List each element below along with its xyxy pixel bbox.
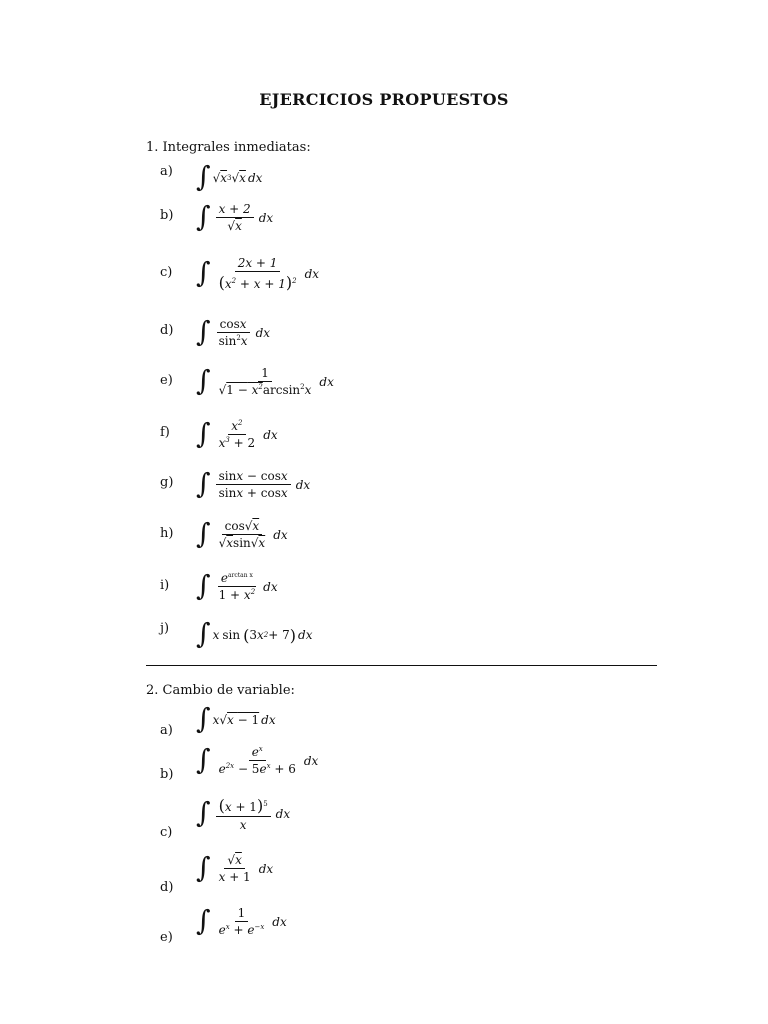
integral-expression: ∫ $\frac{2x + 1}{(x^2 + x + 1)^2}$ dx (196, 256, 320, 292)
exercise-label: a) (160, 723, 173, 738)
exercise-label: a) (160, 164, 173, 179)
integral-expression: ∫ $\frac{(x + 1)^5}{x}$ dx (196, 796, 291, 832)
exercise-label: g) (160, 475, 174, 490)
integral-expression: ∫ $\frac{1}{e^x + e^{-x}}$ dx (196, 903, 287, 937)
exercise-label: i) (160, 578, 170, 593)
exercise-label: f) (160, 425, 170, 440)
integral-expression: ∫ $\frac{\cos x}{\sin^2x}$ dx (196, 314, 271, 348)
exercise-label: j) (160, 621, 170, 636)
exercise-label: b) (160, 208, 174, 223)
exercise-label: d) (160, 880, 174, 895)
integral-expression: ∫ $\frac{e^x}{e^{2x} - 5e^x + 6}$ dx (196, 742, 319, 776)
integral-expression: ∫ x √ x − 1 dx (196, 702, 276, 735)
exercise-label: c) (160, 265, 173, 280)
integral-expression: ∫ $\frac{\cos√x}{√xsin√x}$ dx (196, 516, 288, 550)
exercise-label: e) (160, 930, 173, 945)
integral-expression: ∫ $\frac{√x}{x + 1}$ dx (196, 850, 274, 884)
section-divider (146, 665, 657, 666)
exercise-label: h) (160, 526, 174, 541)
exercise-label: b) (160, 767, 174, 782)
integral-expression: ∫ √ x 3 √ x dx (196, 160, 263, 193)
page-title: EJERCICIOS PROPUESTOS (259, 90, 509, 109)
integral-expression: ∫ $\frac{x + 2}{√x}$ dx (196, 199, 274, 233)
exercise-label: c) (160, 825, 173, 840)
exercise-label: e) (160, 373, 173, 388)
integral-expression: ∫ $\frac{1}{√1 - x^2\arcsin^2x}$ dx (196, 363, 334, 397)
integral-expression: ∫ $\frac{e^{arctan x}}{1 + x^2}$ dx (196, 568, 278, 602)
exercise-label: d) (160, 323, 174, 338)
integral-expression: ∫ $\frac{\sin x - \cos x}{\sin x + \cos x}$ dx (196, 466, 311, 500)
section-heading-integrales-inmediatas: 1. Integrales inmediatas: (146, 140, 311, 155)
section-heading-cambio-de-variable: 2. Cambio de variable: (146, 683, 295, 698)
integral-expression: ∫ $\frac{x^2}{x^3 + 2}$ dx (196, 416, 278, 450)
integral-expression: ∫ x sin ( 3 x 2 + 7 ) dx (196, 617, 313, 650)
